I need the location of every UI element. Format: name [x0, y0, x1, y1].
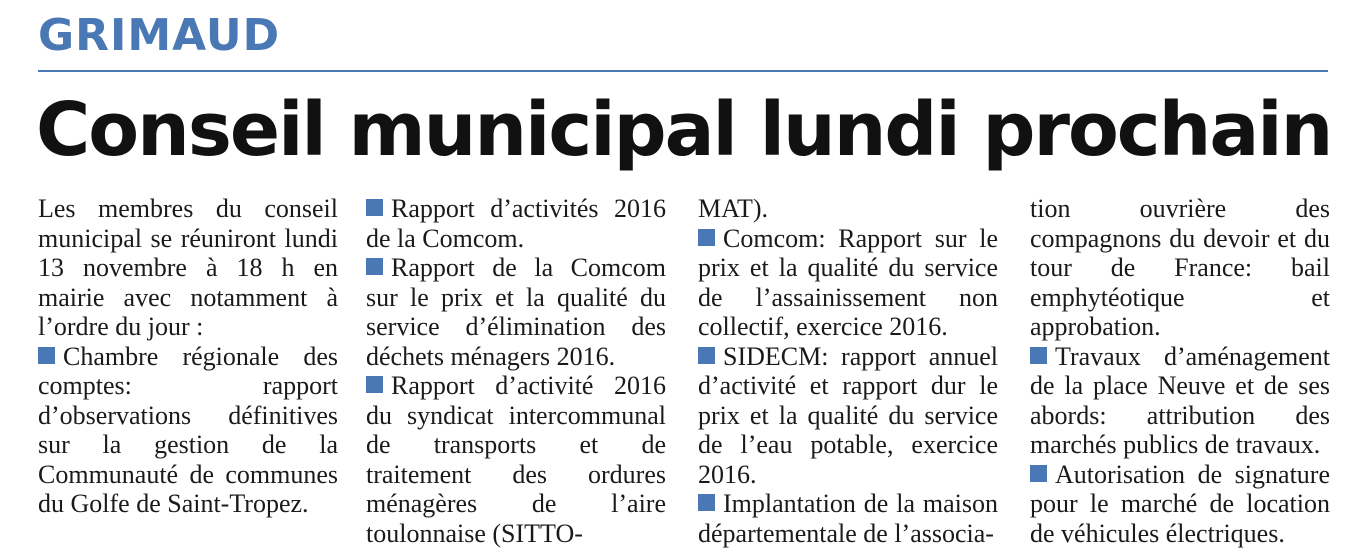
agenda-item-continuation: MAT). — [698, 194, 769, 223]
agenda-item: Autorisation de signature pour le marché de location de véhicules électriques. — [1030, 459, 1330, 548]
column-1 — [38, 194, 338, 519]
kicker-rule — [38, 70, 1328, 72]
bullet-square-icon — [366, 199, 383, 216]
intro-paragraph: Les membres du conseil municipal se réuniront lundi 13 novembre à 18 h en mairie avec notamment à l’ordre du jour : — [38, 194, 338, 341]
bullet-square-icon — [38, 347, 55, 364]
agenda-item-continuation: tion ouvrière des compagnons du devoir et du tour de France: bail emphytéotique et approbation. — [1030, 194, 1330, 341]
agenda-item: Rapport de la Comcom sur le prix et la qualité du service d’élimination des déchets ménagers 2016. — [366, 253, 666, 371]
column-2 — [366, 194, 666, 548]
agenda-item: Travaux d’aménagement de la place Neuve et de ses abords: attribution des marchés publics de travaux. — [1030, 341, 1330, 459]
bullet-square-icon — [698, 494, 715, 511]
agenda-item: Rapport d’activité 2016 du syndicat intercommunal de transports et de traitement des ordures ménagères de l’aire toulonnaise (SITTO- — [366, 371, 666, 548]
bullet-square-icon — [366, 258, 383, 275]
bullet-square-icon — [698, 347, 715, 364]
bullet-square-icon — [1030, 347, 1047, 364]
section-kicker: GRIMAUD — [38, 10, 281, 61]
agenda-item: Chambre régionale des comptes: rapport d’observations définitives sur la gestion de la Communauté de communes du Golfe de Saint-Tropez. — [38, 341, 338, 518]
column-3 — [698, 194, 998, 548]
agenda-item: Implantation de la maison départementale de l’associa- — [698, 489, 998, 548]
column-4 — [1030, 194, 1330, 548]
bullet-square-icon — [698, 229, 715, 246]
agenda-item: Rapport d’activités 2016 de la Comcom. — [366, 194, 666, 253]
headline: Conseil municipal lundi prochain — [36, 87, 1332, 173]
agenda-item: SIDECM: rapport annuel d’activité et rapport dur le prix et la qualité du service de l’eau potable, exercice 2016. — [698, 341, 998, 489]
bullet-square-icon — [1030, 465, 1047, 482]
agenda-item: Comcom: Rapport sur le prix et la qualité du service de l’assainissement non collectif, exercice 2016. — [698, 223, 998, 341]
bullet-square-icon — [366, 376, 383, 393]
